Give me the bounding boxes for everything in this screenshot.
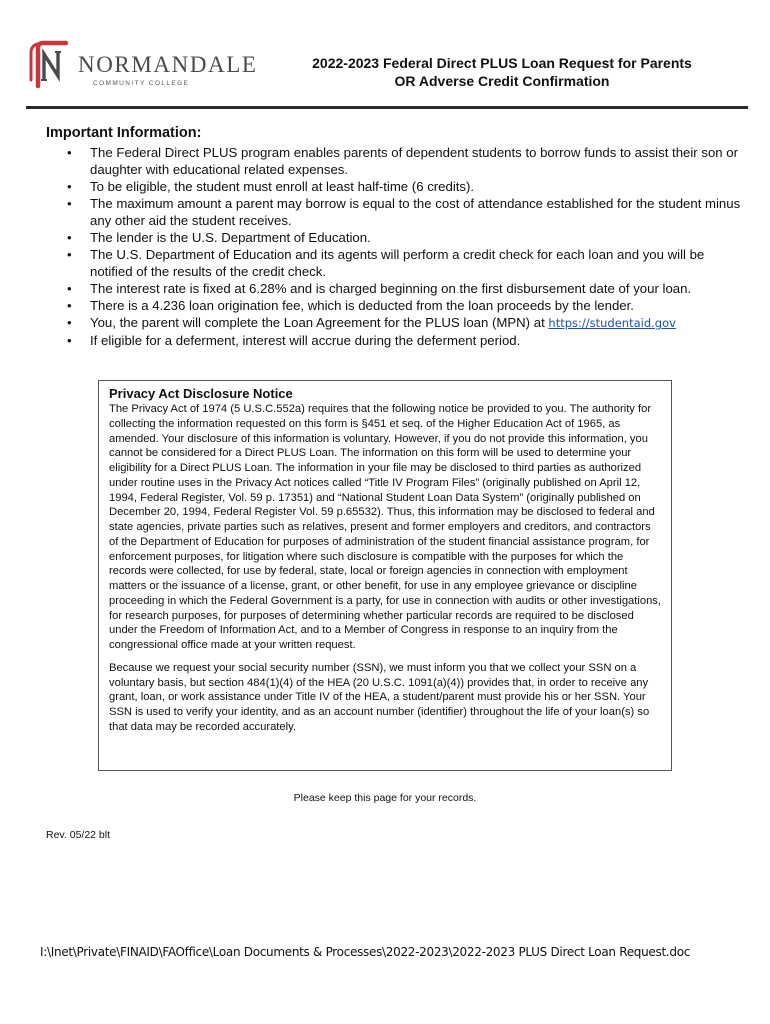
bullet-icon: • bbox=[67, 196, 72, 211]
bullet-icon: • bbox=[67, 230, 72, 245]
bullet-text: The lender is the U.S. Department of Education. bbox=[90, 230, 371, 245]
list-item bbox=[46, 144, 746, 178]
header-divider bbox=[26, 106, 748, 109]
list-item bbox=[46, 246, 746, 280]
important-heading: Important Information: bbox=[46, 125, 202, 141]
privacy-paragraph-2: Because we request your social security number (SSN), we must inform you that we collect your SSN on a voluntary basis, but section 484(1)(4) of the HEA (20 U.S.C. 1091(a)(4)) provides that, in order to receive any grant, loan, or work assistance under Title IV of the HEA, a student/parent must provide his or her SSN. Your SSN is used to verify your identity, and as an account number (identifier) throughout the life of your loan(s) so that data may be recorded accurately. bbox=[109, 661, 650, 733]
bullet-icon: • bbox=[67, 145, 72, 160]
privacy-paragraph-1: The Privacy Act of 1974 (5 U.S.C.552a) requires that the following notice be provided to you. The authority for collecting the information requested on this form is §451 et seq. of the Higher Education Act of 1965, as amended. Your disclosure of this information is voluntary. However, if you do not provide this information, you cannot be considered for a Direct PLUS Loan. The information on this form will be used to determine your eligibility for a Direct PLUS Loan. The information in your file may be disclosed to third parties as authorized under routine uses in the Privacy Act notices called “Title IV Program Files” (originally published on April 12, 1994, Federal Register, Vol. 59 p. 17351) and “National Student Loan Data System” (originally published on December 20, 1994, Federal Register Vol. 59 p.65532). Thus, this information may be disclosed to federal and state agencies, private parties such as relatives, present and former employers and creditors, and contractors of the Department of Education for purposes of administration of the student financial assistance program, for enforcement purposes, for litigation where such disclosure is compatible with the purposes for which the records were collected, for use by federal, state, local or foreign agencies in connection with employment matters or the issuance of a license, grant, or other benefit, for use in any employee grievance or discipline proceeding in which the Federal Government is a party, for use in connection with audits or other investigations, for research purposes, for purposes of determining whether particular records are required to be disclosed under the Freedom of Information Act, and to a Member of Congress in response to an inquiry from the congressional office made at your written request. bbox=[109, 403, 662, 651]
bullet-text: The U.S. Department of Education and its agents will perform a credit check for each loan and you will be notified of the results of the credit check. bbox=[90, 247, 705, 279]
list-item bbox=[46, 332, 746, 349]
list-item bbox=[46, 178, 746, 195]
list-item bbox=[46, 229, 746, 246]
bullet-icon: • bbox=[67, 315, 72, 330]
privacy-act-notice-box bbox=[98, 380, 672, 771]
privacy-heading: Privacy Act Disclosure Notice bbox=[109, 386, 293, 401]
important-bullet-list bbox=[46, 144, 746, 349]
list-item bbox=[46, 195, 746, 229]
bullet-text: To be eligible, the student must enroll at least half-time (6 credits). bbox=[90, 179, 475, 194]
title-line-1: 2022-2023 Federal Direct PLUS Loan Request for Parents bbox=[312, 55, 692, 71]
logo-wordmark: NORMANDALE bbox=[78, 52, 258, 77]
bullet-icon: • bbox=[67, 281, 72, 296]
logo-subtitle: COMMUNITY COLLEGE bbox=[93, 80, 190, 87]
college-logo bbox=[28, 40, 258, 92]
bullet-text: There is a 4.236 loan origination fee, which is deducted from the loan proceeds by the lender. bbox=[90, 298, 634, 313]
bullet-icon: • bbox=[67, 179, 72, 194]
important-information-section bbox=[46, 125, 746, 349]
bullet-icon: • bbox=[67, 333, 72, 348]
bullet-icon: • bbox=[67, 247, 72, 262]
bullet-icon: • bbox=[67, 298, 72, 313]
bullet-text: The maximum amount a parent may borrow is equal to the cost of attendance established for the student minus any other aid the student receives. bbox=[90, 196, 741, 228]
studentaid-link[interactable]: https://studentaid.gov bbox=[548, 316, 676, 330]
document-title bbox=[262, 54, 742, 90]
list-item bbox=[46, 314, 746, 332]
list-item bbox=[46, 297, 746, 314]
bullet-text: The Federal Direct PLUS program enables parents of dependent students to borrow funds to assist their son or daughter with educational related expenses. bbox=[90, 145, 739, 177]
file-path-footer: I:\Inet\Private\FINAID\FAOffice\Loan Documents & Processes\2022-2023\2022-2023 PLUS Direct Loan Request.doc bbox=[40, 945, 691, 959]
bullet-text: If eligible for a deferment, interest will accrue during the deferment period. bbox=[90, 333, 521, 348]
keep-records-note: Please keep this page for your records. bbox=[293, 792, 477, 804]
bullet-text: The interest rate is fixed at 6.28% and is charged beginning on the first disbursement date of your loan. bbox=[90, 281, 692, 296]
revision-note: Rev. 05/22 blt bbox=[46, 829, 111, 841]
list-item bbox=[46, 280, 746, 297]
normandale-n-logo-icon bbox=[28, 40, 72, 88]
title-line-2: OR Adverse Credit Confirmation bbox=[394, 73, 610, 89]
bullet-text: You, the parent will complete the Loan Agreement for the PLUS loan (MPN) at bbox=[90, 315, 545, 330]
